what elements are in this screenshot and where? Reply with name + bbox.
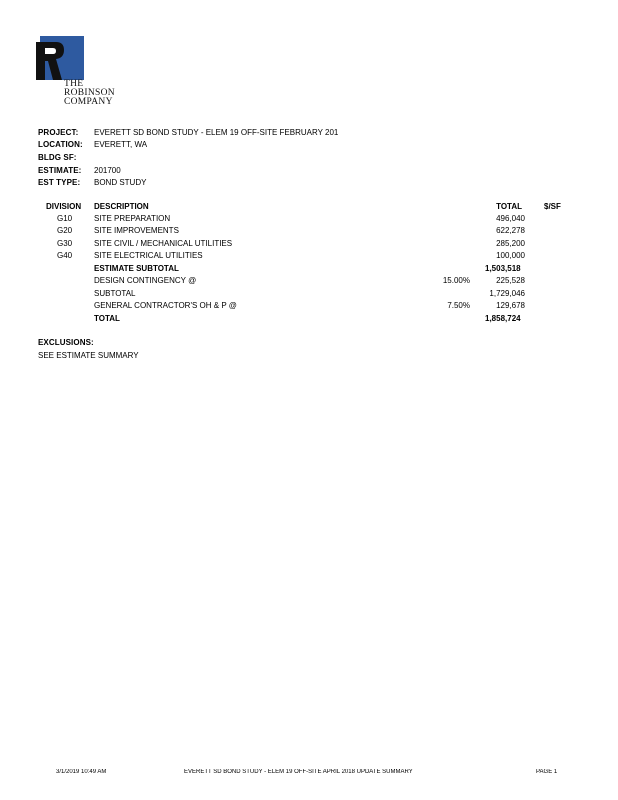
project-label: PROJECT: <box>38 128 79 137</box>
row-total: 622,278 <box>496 226 525 235</box>
grand-total-value: 1,858,724 <box>485 314 521 323</box>
row-total: 100,000 <box>496 251 525 260</box>
per-sf-header: $/SF <box>544 202 561 211</box>
division-header: DIVISION <box>46 202 82 211</box>
estimate-subtotal-value: 1,503,518 <box>485 264 521 273</box>
logo-line-company: COMPANY <box>64 97 113 107</box>
subtotal-value: 1,729,046 <box>489 289 525 298</box>
subtotal-label: SUBTOTAL <box>94 289 136 298</box>
footer-datetime: 3/1/2019 10:49 AM <box>56 769 107 775</box>
row-division: G30 <box>57 239 73 248</box>
design-contingency-pct: 15.00% <box>442 276 470 285</box>
est-type-value: BOND STUDY <box>94 178 147 187</box>
logo-line-robinson: ROBINSON <box>64 88 115 98</box>
row-division: G20 <box>57 226 73 235</box>
row-description: SITE PREPARATION <box>94 214 171 223</box>
gc-ohp-total: 129,678 <box>496 301 525 310</box>
row-division: G40 <box>57 251 73 260</box>
estimate-subtotal-label: ESTIMATE SUBTOTAL <box>94 264 179 273</box>
row-description: SITE CIVIL / MECHANICAL UTILITIES <box>94 239 233 248</box>
est-type-label: EST TYPE: <box>38 178 81 187</box>
footer-title: EVERETT SD BOND STUDY - ELEM 19 OFF-SITE APRIL 2018 UPDATE SUMMARY <box>184 769 413 775</box>
description-header: DESCRIPTION <box>94 202 149 211</box>
gc-ohp-pct: 7.50% <box>447 301 470 310</box>
row-description: SITE ELECTRICAL UTILITIES <box>94 251 203 260</box>
exclusions-label: EXCLUSIONS: <box>38 338 94 347</box>
design-contingency-total: 225,528 <box>496 276 525 285</box>
logo-line-the: THE <box>64 79 84 89</box>
row-total: 285,200 <box>496 239 525 248</box>
exclusions-text: SEE ESTIMATE SUMMARY <box>38 351 139 360</box>
estimate-value: 201700 <box>94 166 121 175</box>
footer-page: PAGE 1 <box>536 769 558 775</box>
project-value: EVERETT SD BOND STUDY - ELEM 19 OFF-SITE FEBRUARY 201 <box>94 128 339 137</box>
bldg-sf-label: BLDG SF: <box>38 153 77 162</box>
row-total: 496,040 <box>496 214 525 223</box>
design-contingency-label: DESIGN CONTINGENCY @ <box>94 276 197 285</box>
row-division: G10 <box>57 214 73 223</box>
location-label: LOCATION: <box>38 140 83 149</box>
gc-ohp-label: GENERAL CONTRACTOR'S OH & P @ <box>94 301 237 310</box>
grand-total-label: TOTAL <box>94 314 120 323</box>
company-logo <box>36 36 132 114</box>
logo-wordmark <box>64 80 115 107</box>
total-header: TOTAL <box>496 202 522 211</box>
row-description: SITE IMPROVEMENTS <box>94 226 179 235</box>
location-value: EVERETT, WA <box>94 140 148 149</box>
estimate-label: ESTIMATE: <box>38 166 82 175</box>
robinson-logo-mark-icon <box>36 36 84 80</box>
